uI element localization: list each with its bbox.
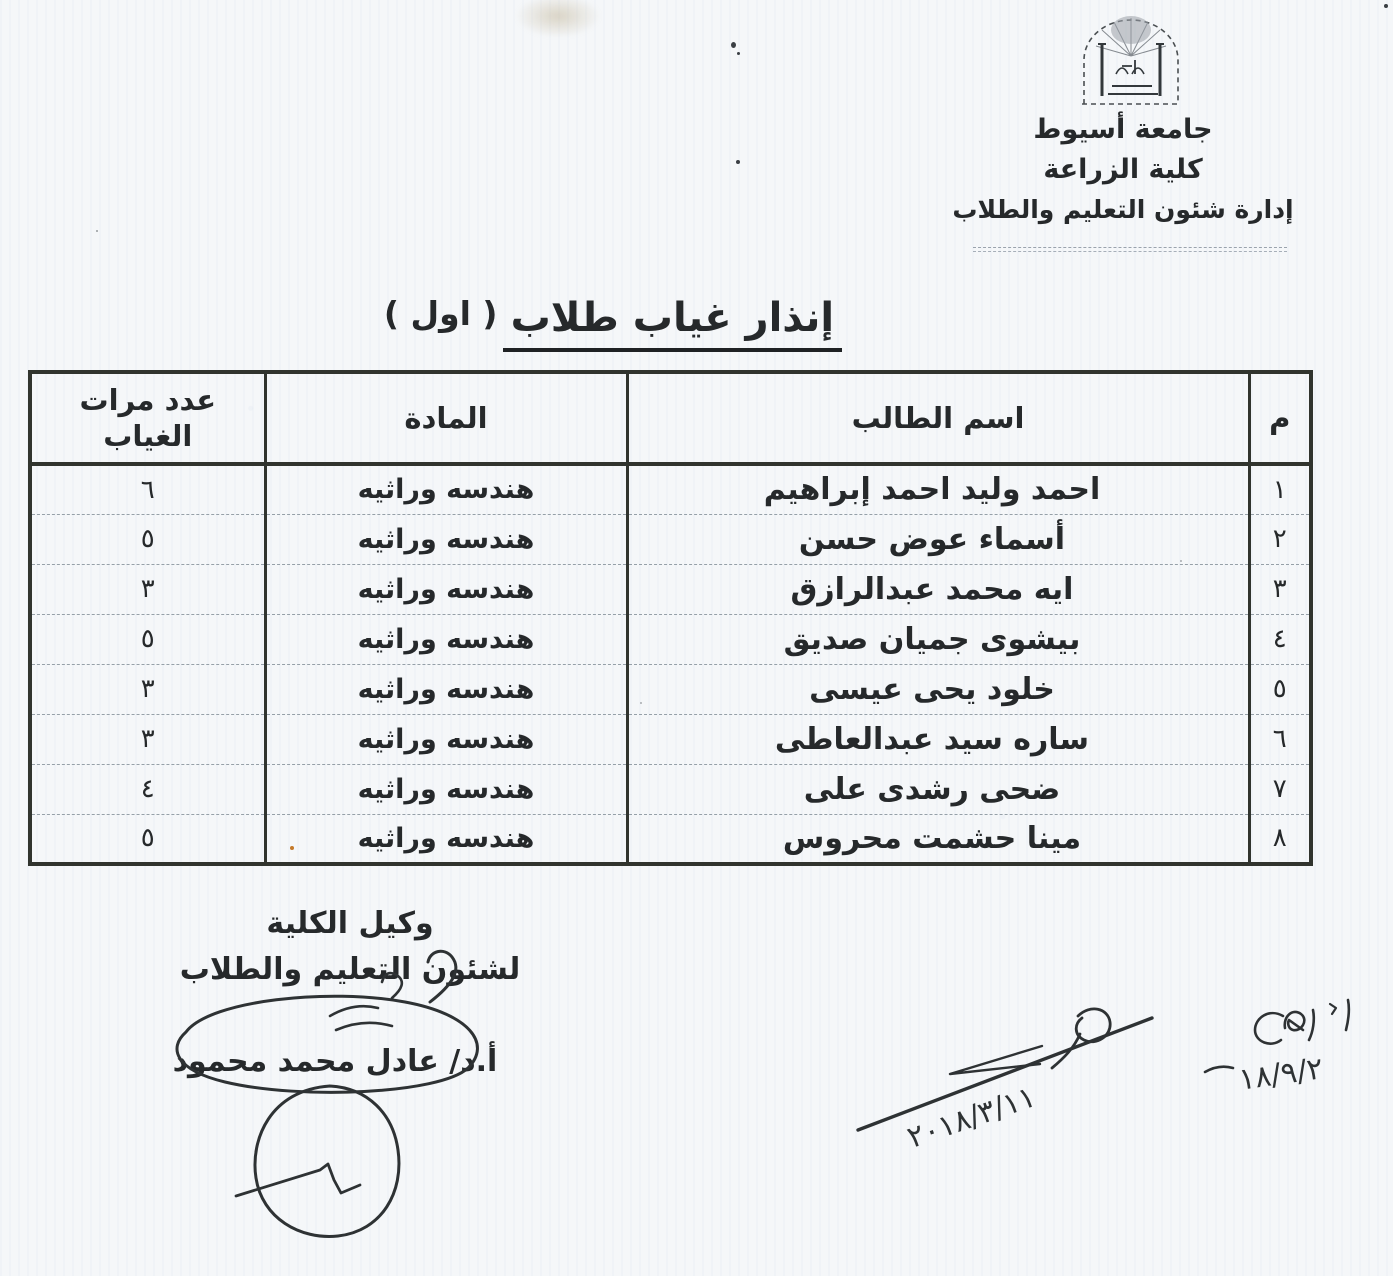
- row-number: ٤: [1249, 614, 1311, 664]
- student-name: خلود يحى عيسى: [627, 664, 1249, 714]
- student-name: ايه محمد عبدالرازق: [627, 564, 1249, 614]
- row-number: ٣: [1249, 564, 1311, 614]
- student-name: أسماء عوض حسن: [627, 514, 1249, 564]
- document-title-text: إنذار غياب طلاب: [503, 295, 843, 352]
- signatory-name: أ.د/ عادل محمد محمود: [172, 1044, 498, 1079]
- subject-name: هندسه وراثيه: [265, 814, 627, 864]
- table-row: [30, 514, 1311, 564]
- column-header-no: م: [1249, 372, 1311, 464]
- ink-speck: [731, 42, 736, 48]
- row-number: ٥: [1249, 664, 1311, 714]
- subject-name: هندسه وراثيه: [265, 514, 627, 564]
- subject-name: هندسه وراثيه: [265, 714, 627, 764]
- table-row: [30, 464, 1311, 514]
- ink-speck: [290, 846, 294, 850]
- student-name: ساره سيد عبدالعاطى: [627, 714, 1249, 764]
- faculty-name: كلية الزراعة: [1043, 154, 1203, 185]
- absence-count: ٣: [30, 714, 265, 764]
- subject-name: هندسه وراثيه: [265, 464, 627, 514]
- table-row: [30, 564, 1311, 614]
- subject-name: هندسه وراثيه: [265, 764, 627, 814]
- student-name: مينا حشمت محروس: [627, 814, 1249, 864]
- absence-count: ٤: [30, 764, 265, 814]
- university-name: جامعة أسيوط: [1033, 114, 1213, 145]
- student-name: بيشوى جميان صديق: [627, 614, 1249, 664]
- subject-name: هندسه وراثيه: [265, 664, 627, 714]
- absence-table-header: [30, 372, 1311, 464]
- table-row: [30, 714, 1311, 764]
- row-number: ٢: [1249, 514, 1311, 564]
- absence-count: ٥: [30, 814, 265, 864]
- row-number: ٦: [1249, 714, 1311, 764]
- absence-count: ٣: [30, 664, 265, 714]
- table-row: [30, 814, 1311, 864]
- document-title: [330, 294, 890, 341]
- assiut-university-emblem-logo: [1072, 8, 1190, 110]
- letterhead-divider: [973, 247, 1287, 252]
- right-handwritten-note: [1205, 1000, 1349, 1098]
- ink-speck: [640, 702, 642, 704]
- letterhead: [913, 110, 1333, 230]
- table-row: [30, 614, 1311, 664]
- table-row: [30, 664, 1311, 714]
- student-name: ضحى رشدى على: [627, 764, 1249, 814]
- subject-name: هندسه وراثيه: [265, 614, 627, 664]
- absence-count: ٥: [30, 514, 265, 564]
- vice-dean-title-line1: وكيل الكلية: [266, 906, 434, 941]
- vice-dean-title-line2: لشئون التعليم والطلاب: [179, 952, 521, 987]
- subject-name: هندسه وراثيه: [265, 564, 627, 614]
- handwritten-date-center: ٢٠١٨/٣/١١: [902, 1079, 1041, 1156]
- column-header-absences: عدد مرات الغياب: [30, 372, 265, 464]
- ink-speck: [1180, 560, 1182, 562]
- document-title-suffix: ( اول ): [383, 294, 498, 333]
- row-number: ١: [1249, 464, 1311, 514]
- ink-speck: [736, 160, 740, 164]
- ink-speck: [1384, 4, 1388, 8]
- ink-speck: [96, 230, 98, 232]
- row-number: ٧: [1249, 764, 1311, 814]
- ink-speck: [737, 52, 740, 55]
- column-header-subject: المادة: [265, 372, 627, 464]
- student-name: احمد وليد احمد إبراهيم: [627, 464, 1249, 514]
- administration-name: إدارة شئون التعليم والطلاب: [952, 195, 1294, 224]
- center-signature-and-date: [858, 1009, 1152, 1156]
- column-header-name: اسم الطالب: [627, 372, 1249, 464]
- absence-count: ٣: [30, 564, 265, 614]
- absence-table: [28, 370, 1313, 866]
- paper-stain: [515, 0, 601, 38]
- absence-count: ٥: [30, 614, 265, 664]
- table-row: [30, 764, 1311, 814]
- handwritten-date-right: ١٨/٩/٢: [1236, 1051, 1326, 1098]
- absence-count: ٦: [30, 464, 265, 514]
- row-number: ٨: [1249, 814, 1311, 864]
- vice-dean-signature: [177, 951, 477, 1236]
